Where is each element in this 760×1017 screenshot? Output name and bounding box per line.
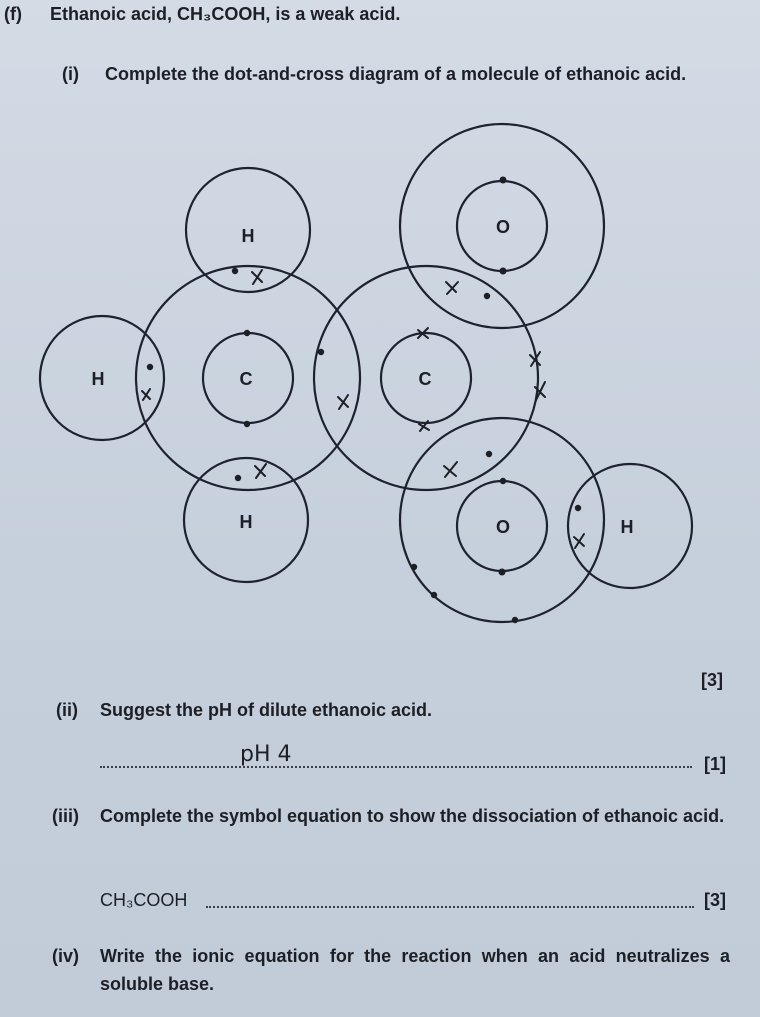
atom-o-top: O <box>495 217 511 237</box>
electron-dot <box>484 293 490 299</box>
electron-dot <box>512 617 518 623</box>
part-iv-label: (iv) <box>52 946 79 966</box>
electron-dot <box>235 475 241 481</box>
electron-cross <box>142 389 150 400</box>
atom-c-left: C <box>239 369 253 389</box>
electron-dot <box>232 268 238 274</box>
part-i-label: (i) <box>62 64 79 84</box>
electron-dot <box>244 421 250 427</box>
atom-h-bottom: H <box>239 512 253 532</box>
part-ii-handwritten-answer: pH 4 <box>240 742 292 767</box>
electron-cross <box>446 282 458 294</box>
equation-start: CH₃COOH <box>100 890 188 910</box>
electron-dot <box>500 268 507 275</box>
electron-dot <box>244 330 250 336</box>
part-ii-marks: [1] <box>704 754 726 774</box>
part-ii-text: Suggest the pH of dilute ethanoic acid. <box>100 700 433 720</box>
part-ii-answer-line[interactable] <box>100 766 692 768</box>
atom-h-right: H <box>620 517 634 537</box>
atom-o-bottom: O <box>495 517 511 537</box>
question-label: (f) <box>4 4 22 24</box>
electron-dot <box>318 349 324 355</box>
electron-dot <box>431 592 437 598</box>
electron-dot <box>147 364 153 370</box>
electron-cross <box>338 395 348 409</box>
electron-dot <box>486 451 492 457</box>
electron-dot <box>499 569 506 576</box>
part-iv-text: Write the ionic equation for the reaction when an acid neutralizes a soluble base. <box>100 946 730 994</box>
electron-cross <box>444 462 457 477</box>
atom-h-left: H <box>91 369 105 389</box>
part-ii-label: (ii) <box>56 700 78 720</box>
atom-h-top: H <box>241 226 255 246</box>
electron-cross <box>574 534 584 548</box>
question-text: Ethanoic acid, CH₃COOH, is a weak acid. <box>50 4 401 24</box>
part-i-marks: [3] <box>701 670 723 690</box>
part-iii-answer-line[interactable] <box>206 906 694 908</box>
electron-cross <box>252 270 262 284</box>
electron-cross <box>255 464 266 478</box>
part-iii-marks: [3] <box>704 890 726 910</box>
part-iii-label: (iii) <box>52 806 79 826</box>
electron-dot <box>500 478 506 484</box>
part-i-text: Complete the dot-and-cross diagram of a molecule of ethanoic acid. <box>105 64 687 84</box>
part-iii-text: Complete the symbol equation to show the dissociation of ethanoic acid. <box>100 806 725 826</box>
electron-dot <box>500 177 507 184</box>
electron-dot <box>575 505 581 511</box>
electron-dot <box>411 564 417 570</box>
atom-c-right: C <box>418 369 432 389</box>
